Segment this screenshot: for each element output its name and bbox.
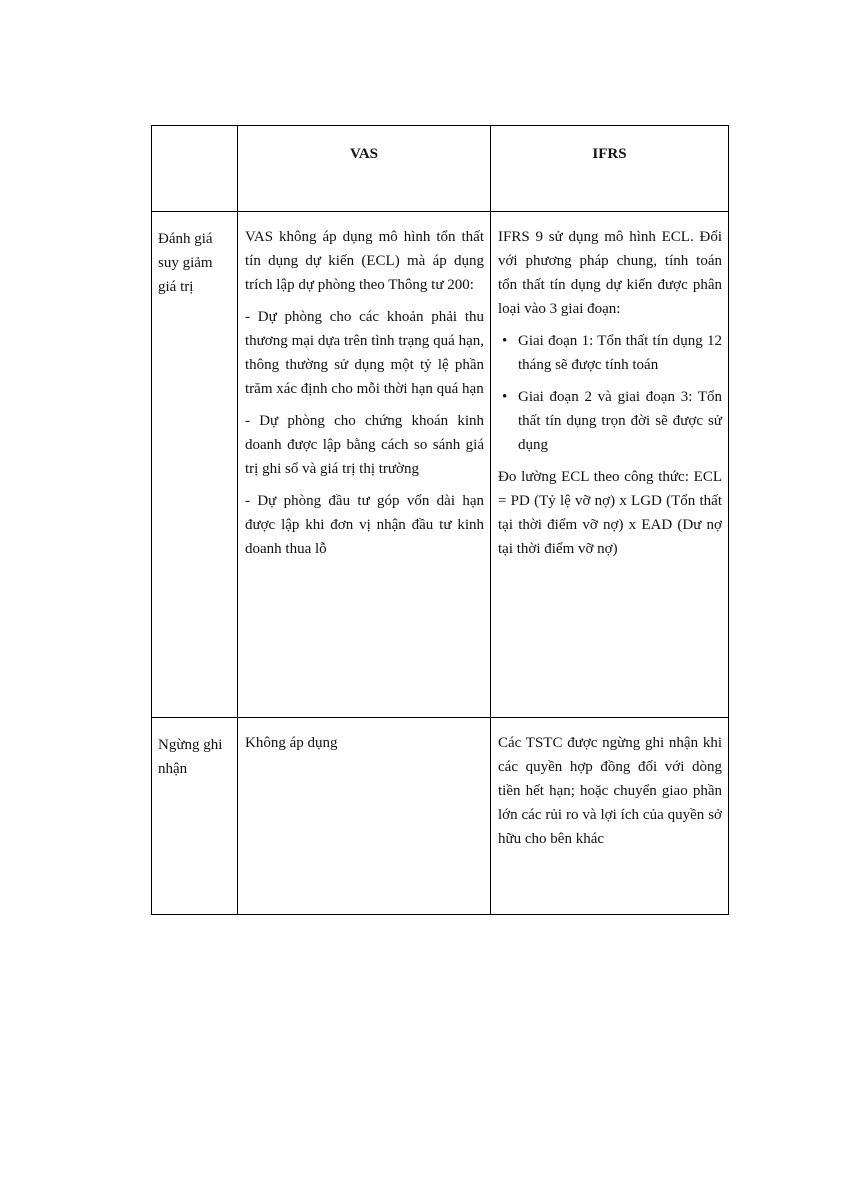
ifrs-ecl-formula: Đo lường ECL theo công thức: ECL = PD (Tỷ lệ vỡ nợ) x LGD (Tổn thất tại thời điểm vỡ nợ) x EAD (Dư nợ tại thời điểm vỡ nợ) — [498, 469, 722, 557]
vas-impairment-point-3: - Dự phòng đầu tư góp vốn dài hạn được lập khi đơn vị nhận đầu tư kinh doanh thua lỗ — [245, 493, 484, 557]
table-header-row — [152, 126, 729, 212]
vas-impairment-intro: VAS không áp dụng mô hình tổn thất tín dụng dự kiến (ECL) mà áp dụng trích lập dự phòng theo Thông tư 200: — [245, 229, 484, 293]
ifrs-stage-list — [498, 329, 722, 457]
header-ifrs: IFRS — [491, 126, 729, 212]
ifrs-impairment-intro: IFRS 9 sử dụng mô hình ECL. Đối với phương pháp chung, tính toán tổn thất tín dụng dự kiến được phân loại vào 3 giai đoạn: — [498, 229, 722, 317]
list-item — [502, 385, 722, 457]
bullet-icon: • — [502, 389, 508, 405]
vas-derecognition-text: Không áp dụng — [245, 735, 338, 751]
ifrs-impairment-cell — [491, 212, 729, 718]
vas-derecognition-cell — [238, 718, 491, 915]
row-label-derecognition: Ngừng ghi nhận — [152, 718, 238, 915]
stage-2-3-text: Giai đoạn 2 và giai đoạn 3: Tổn thất tín dụng trọn đời sẽ được sử dụng — [518, 389, 722, 453]
table-row — [152, 718, 729, 915]
bullet-icon: • — [502, 333, 508, 349]
vas-impairment-point-2: - Dự phòng cho chứng khoán kinh doanh được lập bằng cách so sánh giá trị ghi sổ và giá trị thị trường — [245, 413, 484, 477]
vas-impairment-cell — [238, 212, 491, 718]
list-item — [502, 329, 722, 377]
stage-1-text: Giai đoạn 1: Tổn thất tín dụng 12 tháng sẽ được tính toán — [518, 333, 722, 373]
header-empty-cell — [152, 126, 238, 212]
table-row — [152, 212, 729, 718]
vas-impairment-point-1: - Dự phòng cho các khoản phải thu thương mại dựa trên tình trạng quá hạn, thông thường sử dụng một tỷ lệ phần trăm xác định cho mỗi thời hạn quá hạn — [245, 309, 484, 397]
row-label-impairment: Đánh giá suy giảm giá trị — [152, 212, 238, 718]
ifrs-derecognition-cell — [491, 718, 729, 915]
ifrs-derecognition-text: Các TSTC được ngừng ghi nhận khi các quyền hợp đồng đối với dòng tiền hết hạn; hoặc chuyển giao phần lớn các rủi ro và lợi ích của quyền sở hữu cho bên khác — [498, 735, 722, 847]
header-vas: VAS — [238, 126, 491, 212]
comparison-table — [151, 125, 729, 915]
